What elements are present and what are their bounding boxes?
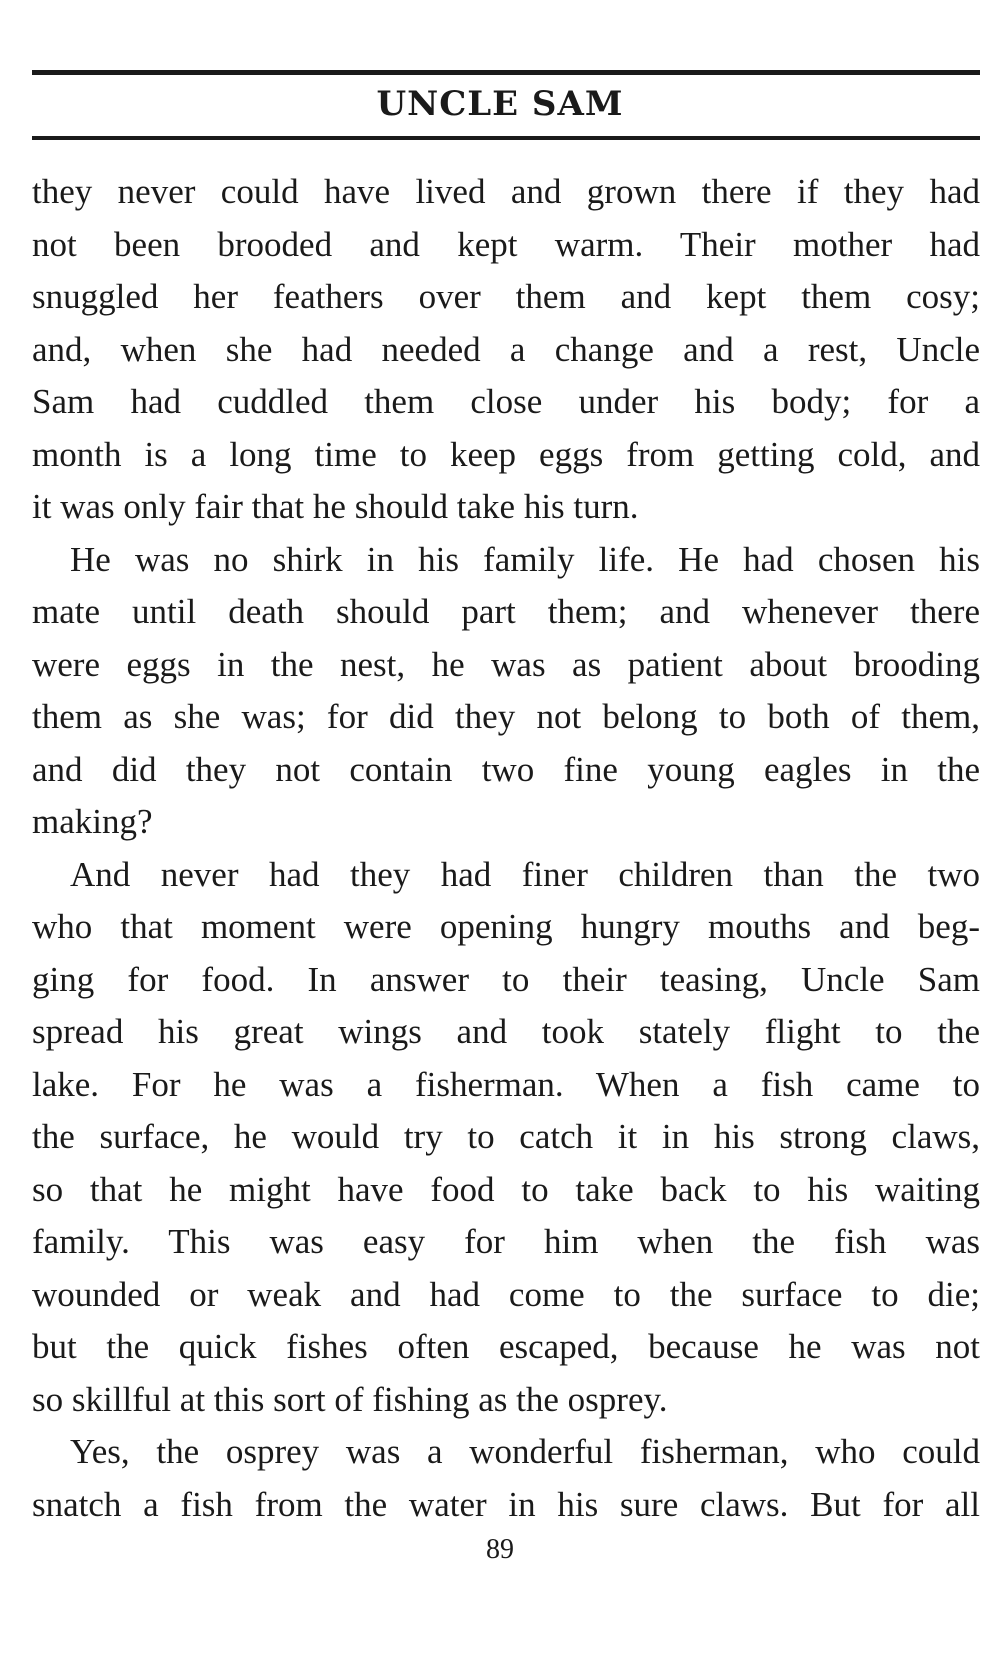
paragraph-1 <box>32 166 980 534</box>
text-line: And never had they had finer children than the two <box>70 854 980 894</box>
text-line: not been brooded and kept warm. Their mother had <box>32 224 980 264</box>
text-line: so that he might have food to take back to his waiting <box>32 1169 980 1209</box>
text-line: mate until death should part them; and whenever there <box>32 592 980 631</box>
text-line: them as she was; for did they not belong to both of them, <box>32 697 980 736</box>
text-line: they never could have lived and grown there if they had <box>32 172 980 211</box>
running-header-title: UNCLE SAM <box>376 84 624 124</box>
text-line: who that moment were opening hungry mouths and beg- <box>32 907 980 946</box>
text-line: the surface, he would try to catch it in his strong claws, <box>32 1117 980 1156</box>
header-rule-top <box>32 70 980 75</box>
page-number: 89 <box>486 1534 514 1565</box>
header-rule-bottom <box>32 136 980 140</box>
text-line: it was only fair that he should take his turn. <box>32 487 639 526</box>
text-line: but the quick fishes often escaped, because he was not <box>32 1327 980 1366</box>
text-line: family. This was easy for him when the fish was <box>32 1222 980 1261</box>
text-line: ging for food. In answer to their teasing, Uncle Sam <box>32 959 980 999</box>
paragraph-3 <box>32 849 980 1427</box>
text-line: were eggs in the nest, he was as patient about brooding <box>32 644 980 684</box>
text-line: spread his great wings and took stately flight to the <box>32 1012 980 1051</box>
paragraph-2 <box>32 534 980 849</box>
text-line: and, when she had needed a change and a rest, Uncle <box>32 329 980 369</box>
text-line: Yes, the osprey was a wonderful fisherman, who could <box>70 1432 980 1471</box>
text-line: He was no shirk in his family life. He had chosen his <box>70 539 980 579</box>
text-line: making? <box>32 802 153 841</box>
page-body <box>32 166 980 1531</box>
text-line: Sam had cuddled them close under his body; for a <box>32 382 980 421</box>
text-line: wounded or weak and had come to the surface to die; <box>32 1274 980 1314</box>
text-line: lake. For he was a fisherman. When a fish came to <box>32 1064 980 1104</box>
text-line: snatch a fish from the water in his sure claws. But for all <box>32 1484 980 1524</box>
text-line: snuggled her feathers over them and kept them cosy; <box>32 277 980 316</box>
paragraph-4 <box>32 1426 980 1531</box>
text-line: month is a long time to keep eggs from getting cold, and <box>32 434 980 474</box>
text-line: so skillful at this sort of fishing as the osprey. <box>32 1379 668 1419</box>
text-line: and did they not contain two fine young eagles in the <box>32 749 980 789</box>
